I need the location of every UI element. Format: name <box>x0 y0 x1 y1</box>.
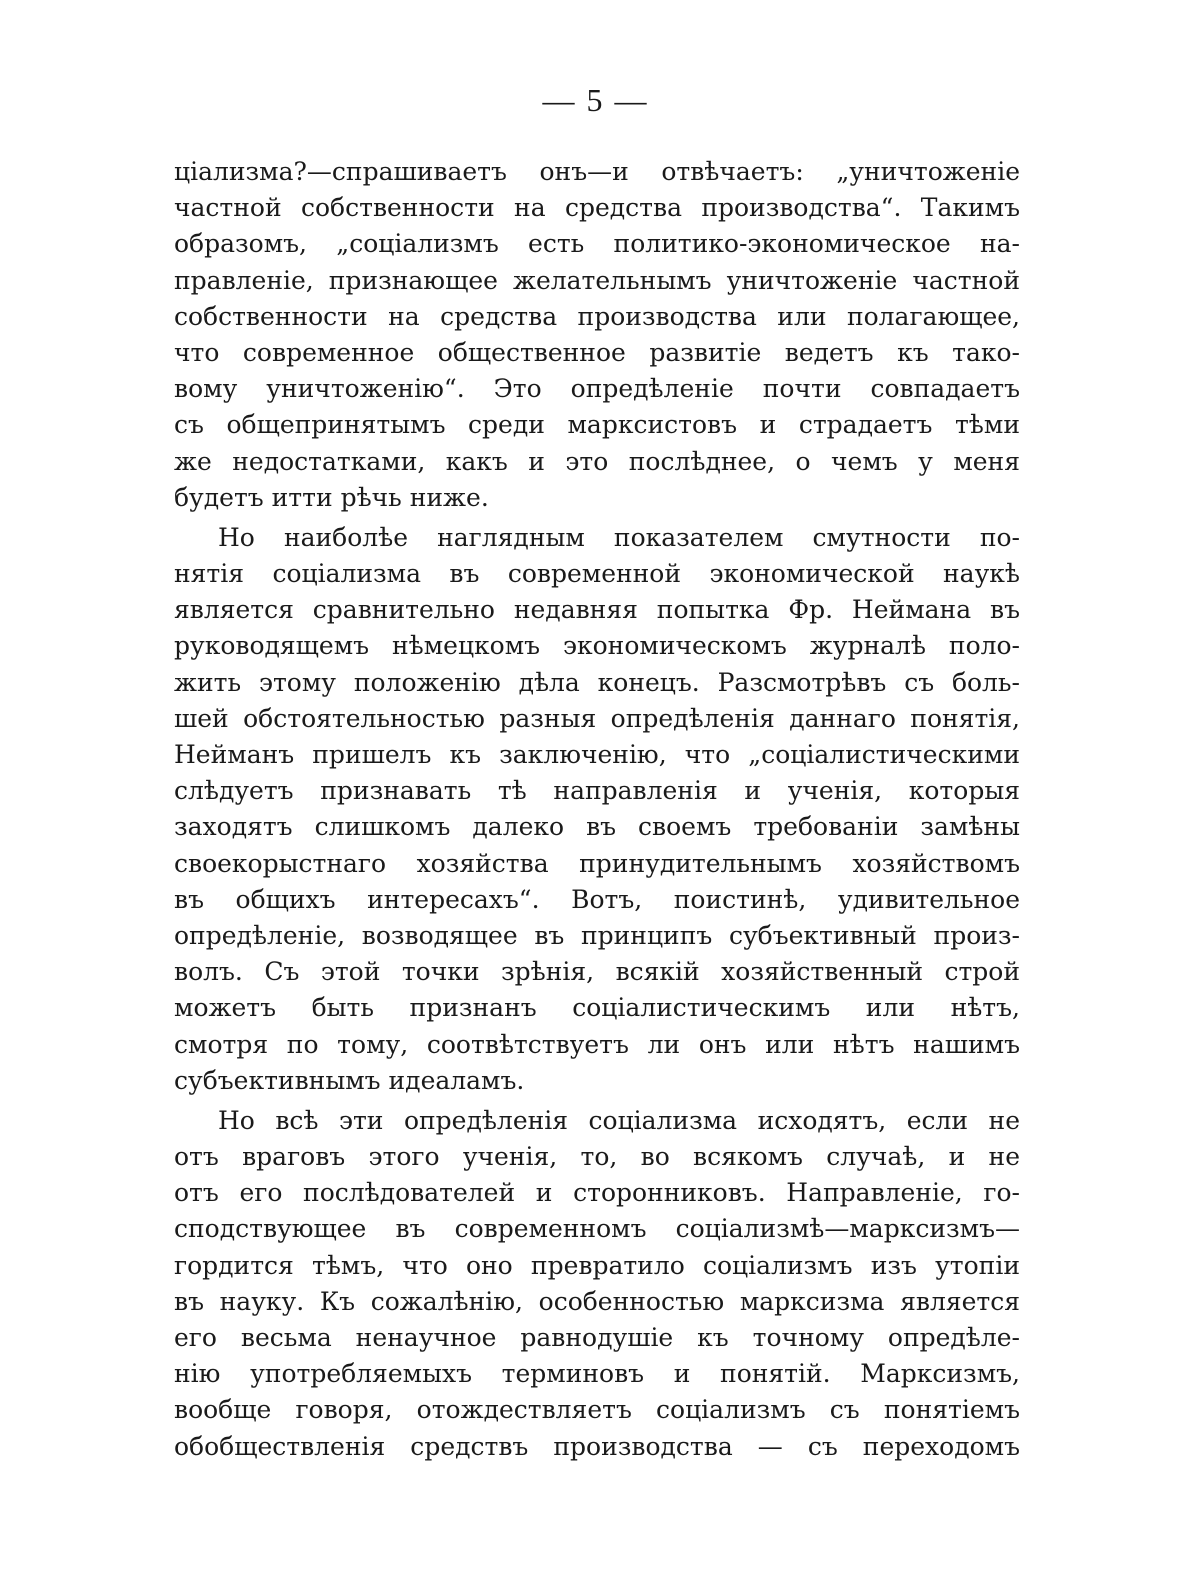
text-line: субъективнымъ идеаламъ. <box>174 1065 525 1095</box>
text-line: вообще говоря, отождествляетъ соціализмъ съ понятіемъ <box>174 1395 1020 1425</box>
text-line: Но наиболѣе наглядным показателем смутности по- <box>218 522 1020 552</box>
text-line: нію употребляемыхъ терминовъ и понятій. Марксизмъ, <box>174 1359 1020 1389</box>
paragraph-3 <box>174 1103 1020 1465</box>
text-line: вому уничтоженію“. Это опредѣленіе почти совпадаетъ <box>174 374 1020 404</box>
text-line: будетъ итти рѣчь ниже. <box>174 482 489 512</box>
text-line: слѣдуетъ признавать тѣ направленія и ученія, которыя <box>174 776 1020 806</box>
text-line: отъ его послѣдователей и сторонниковъ. Направленіе, го- <box>174 1178 1020 1208</box>
text-line: смотря по тому, соотвѣтствуетъ ли онъ или нѣтъ нашимъ <box>174 1029 1020 1059</box>
text-line: волъ. Съ этой точки зрѣнія, всякій хозяйственный строй <box>174 957 1020 987</box>
text-line: его весьма ненаучное равнодушіе къ точному опредѣле- <box>174 1323 1020 1352</box>
text-line: собственности на средства производства или полагающее, <box>174 301 1020 331</box>
paragraph-2 <box>174 520 1020 1099</box>
text-line: нятія соціализма въ современной экономической наукѣ <box>174 559 1020 589</box>
text-line: руководящемъ нѣмецкомъ экономическомъ журналѣ поло- <box>174 631 1020 661</box>
text-line: съ общепринятымъ среди марксистовъ и страдаетъ тѣми <box>174 410 1020 440</box>
body-text <box>174 154 1020 1465</box>
text-line: опредѣленіе, возводящее въ принципъ субъективный произ- <box>174 920 1020 950</box>
text-line: своекорыстнаго хозяйства принудительнымъ хозяйствомъ <box>174 848 1020 878</box>
text-line: образомъ, „соціализмъ есть политико-экономическое на- <box>174 229 1020 259</box>
text-line: является сравнительно недавняя попытка Фр. Неймана въ <box>174 595 1020 625</box>
text-line: же недостатками, какъ и это послѣднее, о чемъ у меня <box>174 446 1020 476</box>
text-line: можетъ быть признанъ соціалистическимъ или нѣтъ, <box>174 993 1020 1023</box>
text-line: сподствующее въ современномъ соціализмѣ—марксизмъ— <box>174 1214 1020 1244</box>
text-line: Но всѣ эти опредѣленія соціализма исходятъ, если не <box>218 1105 1020 1135</box>
text-line: правленіе, признающее желательнымъ уничтоженіе частной <box>174 265 1020 295</box>
text-line: обобществленія средствъ производства — съ переходомъ <box>174 1431 1020 1461</box>
text-line: отъ враговъ этого ученія, то, во всякомъ случаѣ, и не <box>174 1142 1020 1172</box>
text-line: шей обстоятельностью разныя опредѣленія даннаго понятія, <box>174 703 1020 733</box>
text-line: жить этому положенію дѣла конецъ. Разсмотрѣвъ съ боль- <box>174 667 1020 697</box>
text-line: заходятъ слишкомъ далеко въ своемъ требованіи замѣны <box>174 812 1020 842</box>
page-number: — 5 — <box>542 82 649 118</box>
paragraph-1 <box>174 154 1020 516</box>
text-line: Нейманъ пришелъ къ заключенію, что „соціалистическими <box>174 740 1020 769</box>
text-line: частной собственности на средства производства“. Такимъ <box>174 193 1020 223</box>
text-line: ціализма?—спрашиваетъ онъ—и отвѣчаетъ: „уничтоженіе <box>174 157 1020 186</box>
text-line: въ науку. Къ сожалѣнію, особенностью марксизма является <box>174 1286 1020 1316</box>
text-line: въ общихъ интересахъ“. Вотъ, поистинѣ, удивительное <box>174 884 1020 914</box>
text-line: гордится тѣмъ, что оно превратило соціализмъ изъ утопіи <box>174 1250 1020 1280</box>
text-line: что современное общественное развитіе ведетъ къ тако- <box>174 337 1020 367</box>
